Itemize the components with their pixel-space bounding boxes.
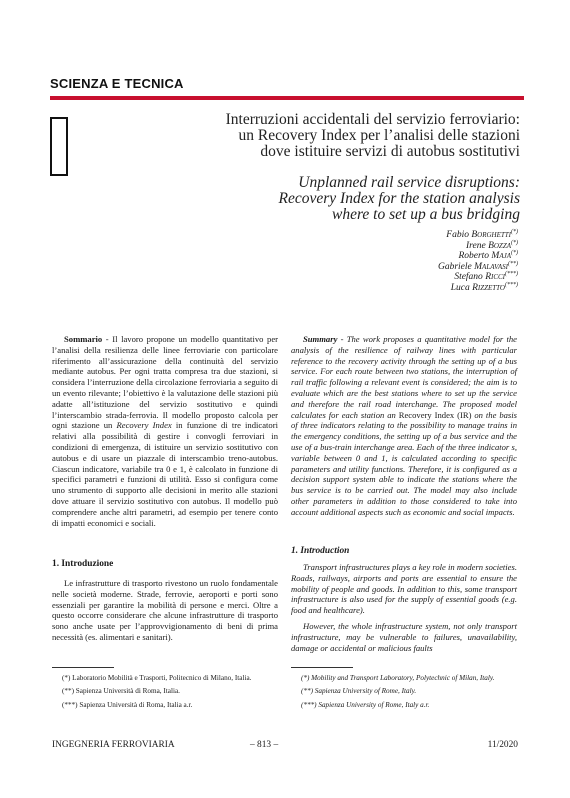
- intro-paragraph: However, the whole infrastructure system, not only transport infrastructure, may be vulnerable to failures, unavailability, damage or accidental or malicious faults: [291, 620, 517, 653]
- author: Irene Bozza(*): [466, 239, 518, 251]
- author: Gabriele Malavasi(**): [437, 260, 518, 272]
- title-english-line: Unplanned rail service disruptions:: [298, 174, 520, 191]
- section-heading-english: 1. Introduction: [291, 546, 350, 556]
- section-rule: [50, 70, 524, 100]
- title-italian: [150, 112, 520, 160]
- intro-italian: [52, 578, 278, 643]
- issue-date: 11/2020: [487, 740, 518, 750]
- author: Stefano Ricci(***): [454, 271, 518, 283]
- footnotes-italian: [52, 674, 278, 714]
- title-english-line: Recovery Index for the station analysis: [278, 190, 520, 207]
- summary-english: [291, 334, 517, 518]
- summary-english-paragraph: Summary - The work proposes a quantitative model for the analysis of the resilience of railway lines with particular reference to the recovery activity through the setting up of a bus service. For each route between two stations, the interruption of rail traffic following a relevant event is considered; the aim is to evaluate which are the best stations where to set up the service and therefore the rail road interchange. The proposed model calculates for each station an Recovery Index (IR) on the basis of three indicators relating to the possibility to manage trains in the emergency conditions, the setting up of a bus service and the use of a bus-train interchange area. Each of the three indicator s, variable between 0 and 1, is calculated according to specific parameters and utility functions. Therefore, it is configured as a decision support system able to indicate the stations where the bus service is to be carried out. The model may also include other parameters in addition to those considered to take into account additional aspects such as economic and social impacts.: [291, 334, 517, 517]
- title-english: [150, 175, 520, 223]
- summary-italian-paragraph: Sommario - Il lavoro propone un modello quantitativo per l’analisi della resilienza delle linee ferroviarie con particolare riferimento all’assicurazione della continuità del servizio mediante autobus. Per ogni tratta compresa tra due stazioni, si considera l’interruzione della circolazione ferroviaria a seguito di un evento rilevante; l’obiettivo è la valutazione delle stazioni più adatte all’istituzione del servizio sostitutivo e quindi l’interscambio strada-ferrovia. Il modello proposto calcola per ogni stazione un Recovery Index in funzione di tre indicatori relativi alla possibilità di gestire i convogli ferroviari in condizioni di emergenza, di istituire un servizio sostitutivo con autobus e di usare un piazzale di interscambio treno-autobus. Ciascun indicatore, variabile tra 0 e 1, è calcolato in funzione di specifici parametri e funzioni di utilità. Esso si configura come uno strumento di supporto alle decisioni in merito alle stazioni dove attuare il servizio sostitutivo con autobus. Il modello può comprendere anche altri parametri, ad esempio per tenere conto di impatti economici e sociali.: [52, 334, 278, 528]
- author: Luca Rizzetto(***): [450, 281, 518, 293]
- intro-paragraph: Transport infrastructures plays a key role in modern societies. Roads, railways, airports and ports are essential to ensure the mobility of people and goods. In addition to this, some transport infrastructure is also used for the supply of essential goods (e.g. food and healthcare).: [291, 562, 517, 616]
- title-italian-line: dove istituire servizi di autobus sostitutivi: [260, 143, 520, 160]
- intro-english: [291, 562, 517, 653]
- footnote: (***) Sapienza Università di Roma, Italia a.r.: [62, 700, 193, 709]
- footnote: (*) Mobility and Transport Laboratory, Polytechnic of Milan, Italy.: [301, 674, 495, 682]
- footnote: (*) Laboratorio Mobilità e Trasporti, Politecnico di Milano, Italia.: [62, 674, 252, 682]
- summary-italian: [52, 334, 278, 528]
- title-italian-line: Interruzioni accidentali del servizio ferroviario:: [225, 111, 520, 128]
- author: Fabio Borghetti(*): [446, 228, 518, 240]
- footnote-rule: [291, 667, 353, 668]
- title-english-line: where to set up a bus bridging: [331, 206, 520, 223]
- footnote: (***) Sapienza University of Rome, Italy a.r.: [301, 700, 430, 709]
- summary-label: Summary: [303, 334, 338, 344]
- footnote-rule: [52, 667, 114, 668]
- summary-label: Sommario: [64, 334, 103, 344]
- footnote: (**) Sapienza University of Rome, Italy.: [301, 687, 417, 696]
- intro-paragraph: Le infrastrutture di trasporto rivestono un ruolo fondamentale nelle società moderne. Strade, ferrovie, aeroporti e porti sono essenziali per garantire la mobilità di persone e merci. Oltre a questo occorre considerare che alcune infrastrutture di trasporto sono anche usate per l’approvvigionamento di beni di prima necessità (es. alimentari e sanitari).: [52, 578, 278, 642]
- page-number: – 813 –: [250, 740, 279, 750]
- title-italian-line: un Recovery Index per l’analisi delle stazioni: [238, 127, 520, 144]
- author: Roberto Maja(*): [458, 250, 518, 262]
- section-heading-italian: 1. Introduzione: [52, 559, 114, 569]
- author-list: [300, 230, 518, 294]
- title-box-decoration: [50, 117, 68, 176]
- section-label: SCIENZA E TECNICA: [50, 76, 184, 91]
- journal-name: INGEGNERIA FERROVIARIA: [52, 740, 175, 750]
- footnote: (**) Sapienza Università di Roma, Italia.: [62, 687, 180, 696]
- footnotes-english: [291, 674, 517, 714]
